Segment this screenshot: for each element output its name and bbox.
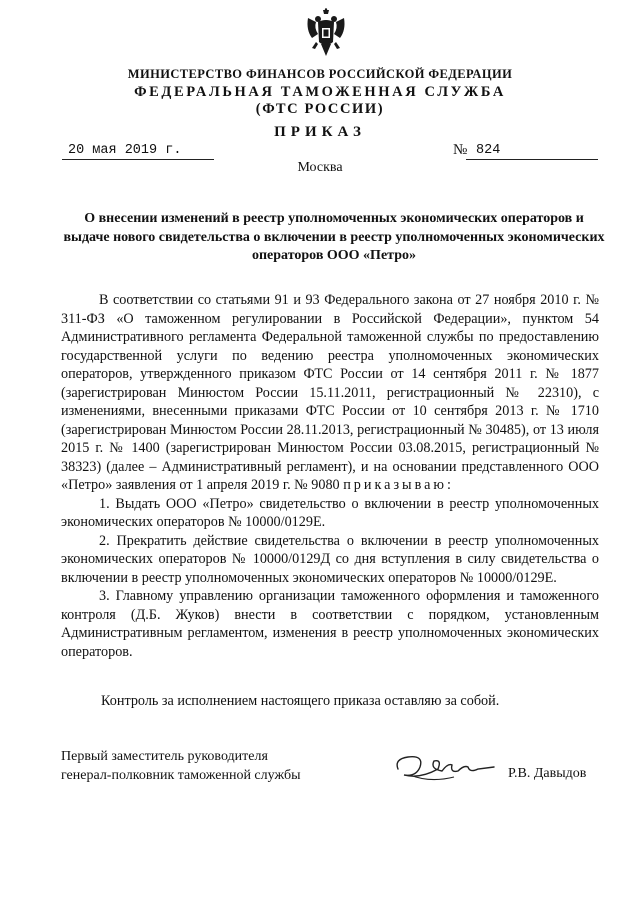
city: Москва — [297, 160, 343, 175]
item-1: 1. Выдать ООО «Петро» свидетельство о включении в реестр уполномоченных экономических операторов № 10000/0129Е. — [61, 495, 599, 530]
signer-position — [61, 747, 300, 785]
preamble-text: В соответствии со статьями 91 и 93 Федерального закона от 27 ноября 2010 г. № 311-ФЗ «О таможенном регулировании в Российской Федерации», пунктом 54 Административного регламента Федеральной таможенной службы по предоставлению государственной услуги по ведению реестра уполномоченных экономических операторов, утвержденного приказом ФТС России от 14 сентября 2011 г. № 1877 (зарегистрирован Минюстом России 15.11.2011, регистрационный № 22310), с изменениями, внесенными приказами ФТС России от 10 сентября 2013 г. № 1710 (зарегистрирован Минюстом России 28.11.2013, регистрационный № 30485), от 13 июля 2015 г. № 1400 (зарегистрирован Минюстом России 03.08.2015, регистрационный № 38323) (далее – Административный регламент), и на основании представленного ООО «Петро» заявления от 1 апреля 2019 г. № 9080 — [61, 292, 599, 493]
order-number: 824 — [476, 143, 501, 158]
document-type: ПРИКАЗ — [274, 124, 366, 140]
item-3: 3. Главному управлению организации таможенного оформления и таможенного контроля (Д.Б. Жуков) внести в соответствии с порядком, установленным Административным регламентом, изменения в реестр уполномоченных экономических операторов. — [61, 588, 599, 660]
order-body — [61, 291, 599, 661]
item-2: 2. Прекратить действие свидетельства о включении в реестр уполномоченных экономических операторов № 10000/0129Д со дня вступления в силу свидетельства о включении в реестр уполномоченных экономических операторов № 10000/0129Е. — [61, 532, 599, 586]
order-title: О внесении изменений в реестр уполномоченных экономических операторов и выдаче нового свидетельства о включении в реестр уполномоченных экономических операторов ООО «Петро» — [63, 211, 605, 263]
order-date: 20 мая 2019 г. — [68, 143, 182, 158]
order-word: приказываю: — [343, 477, 454, 493]
signer-name: Р.В. Давыдов — [508, 766, 587, 781]
number-sign: № — [453, 142, 468, 158]
ministry-name: МИНИСТЕРСТВО ФИНАНСОВ РОССИЙСКОЙ ФЕДЕРАЦИИ — [127, 67, 513, 81]
signer-position-line1: Первый заместитель руководителя — [61, 749, 268, 764]
control-clause: Контроль за исполнением настоящего приказа оставляю за собой. — [101, 693, 500, 709]
emblem-icon — [304, 8, 348, 60]
signer-position-line2: генерал-полковник таможенной службы — [61, 768, 301, 783]
preamble — [61, 291, 599, 495]
handwritten-signature — [390, 745, 500, 785]
service-name: ФЕДЕРАЛЬНАЯ ТАМОЖЕННАЯ СЛУЖБА — [134, 84, 506, 100]
service-abbreviation: (ФТС РОССИИ) — [255, 101, 385, 117]
